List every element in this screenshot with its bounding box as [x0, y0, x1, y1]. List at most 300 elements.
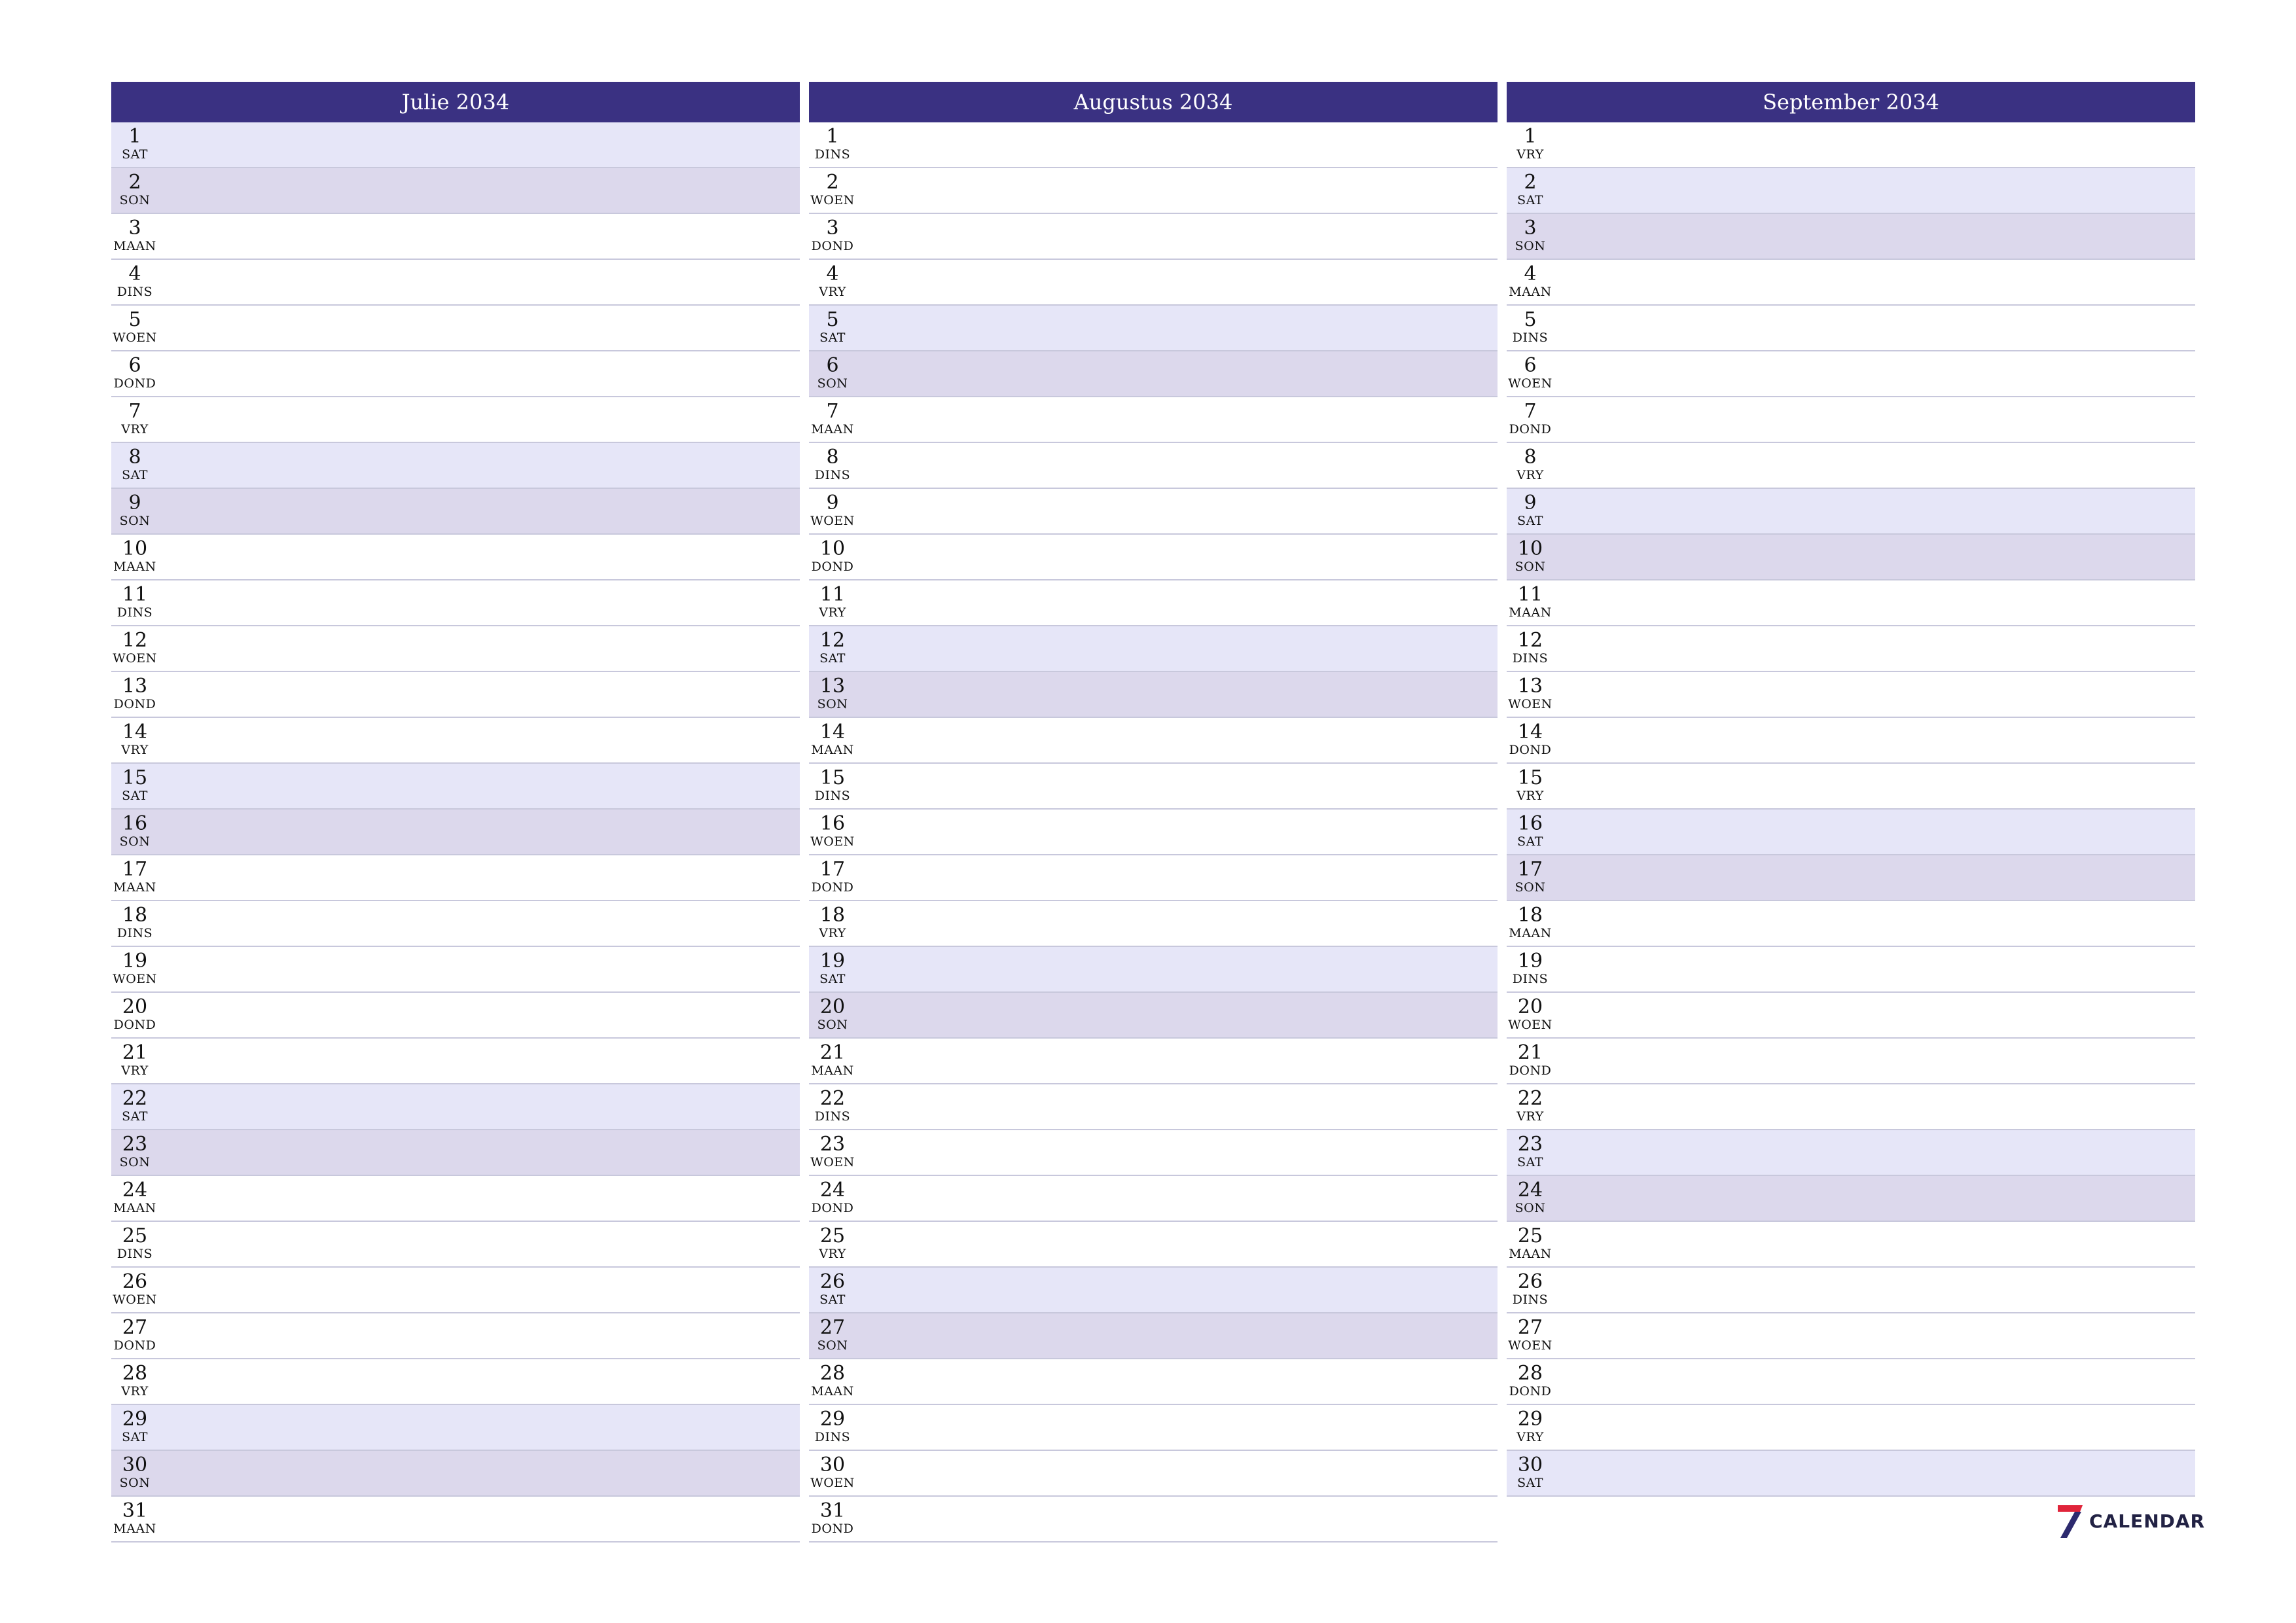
weekday-name: WOEN	[810, 193, 855, 207]
day-label	[809, 901, 856, 940]
day-row	[111, 443, 800, 489]
day-label	[111, 306, 158, 345]
day-number: 8	[128, 446, 141, 469]
day-number: 10	[819, 537, 846, 560]
weekday-name: SAT	[1517, 1155, 1543, 1169]
weekday-name: WOEN	[810, 1155, 855, 1169]
weekday-name: DINS	[814, 1109, 851, 1124]
day-row	[1507, 489, 2195, 535]
day-row	[111, 993, 800, 1039]
weekday-name: SON	[1515, 880, 1546, 895]
day-label	[111, 901, 158, 940]
day-number: 27	[1517, 1316, 1543, 1339]
day-row	[809, 168, 1498, 214]
calendar-grid	[111, 82, 2195, 1543]
day-number: 29	[819, 1408, 846, 1431]
day-row	[809, 1084, 1498, 1130]
weekday-name: SAT	[122, 789, 148, 803]
day-label	[111, 1130, 158, 1169]
day-number: 20	[1517, 995, 1543, 1018]
day-row	[809, 901, 1498, 947]
day-label	[1507, 580, 1554, 620]
day-label	[809, 168, 856, 207]
day-label	[1507, 397, 1554, 437]
weekday-name: SON	[817, 376, 848, 391]
weekday-name: SON	[1515, 239, 1546, 253]
day-row	[809, 1268, 1498, 1313]
day-number: 2	[826, 171, 839, 194]
weekday-name: DOND	[113, 1018, 156, 1032]
day-number: 24	[819, 1179, 846, 1202]
day-row	[1507, 351, 2195, 397]
weekday-name: WOEN	[810, 834, 855, 849]
day-label	[809, 580, 856, 620]
day-label	[111, 580, 158, 620]
calendar-logo	[2055, 1503, 2205, 1539]
weekday-name: DINS	[814, 147, 851, 162]
day-row	[111, 1222, 800, 1268]
day-row	[111, 764, 800, 810]
day-row	[1507, 168, 2195, 214]
weekday-name: DINS	[814, 1430, 851, 1444]
month-column	[809, 82, 1498, 1543]
day-number: 13	[819, 675, 846, 698]
weekday-name: DINS	[117, 1247, 153, 1261]
day-label	[809, 397, 856, 437]
day-row	[809, 764, 1498, 810]
day-number: 10	[122, 537, 148, 560]
logo-navy-stroke	[2060, 1512, 2081, 1538]
weekday-name: DINS	[1512, 330, 1549, 345]
day-row	[111, 672, 800, 718]
day-number: 28	[122, 1362, 148, 1385]
day-label	[809, 947, 856, 986]
weekday-name: MAAN	[113, 1201, 156, 1215]
day-label	[1507, 443, 1554, 482]
weekday-name: SON	[119, 1476, 151, 1490]
weekday-name: VRY	[819, 926, 846, 940]
day-label	[111, 397, 158, 437]
day-number: 2	[128, 171, 141, 194]
day-number: 22	[122, 1087, 148, 1110]
day-number: 16	[122, 812, 148, 835]
day-number: 15	[1517, 766, 1543, 789]
day-row	[809, 1130, 1498, 1176]
day-row	[111, 947, 800, 993]
weekday-name: DOND	[113, 697, 156, 711]
day-number: 6	[128, 354, 141, 377]
day-row	[111, 214, 800, 260]
day-list	[809, 122, 1498, 1543]
day-label	[1507, 626, 1554, 666]
day-label	[809, 1084, 856, 1124]
day-row	[809, 855, 1498, 901]
day-number: 18	[122, 904, 148, 927]
day-number: 5	[128, 308, 141, 331]
weekday-name: MAAN	[1509, 926, 1552, 940]
weekday-name: SAT	[122, 147, 148, 162]
weekday-name: DOND	[1509, 1063, 1552, 1078]
weekday-name: SAT	[122, 1109, 148, 1124]
day-label	[1507, 489, 1554, 528]
day-list	[111, 122, 800, 1543]
day-label	[1507, 810, 1554, 849]
day-list	[1507, 122, 2195, 1497]
weekday-name: SAT	[1517, 834, 1543, 849]
day-number: 12	[122, 629, 148, 652]
day-row	[1507, 764, 2195, 810]
day-row	[111, 535, 800, 580]
day-row	[809, 122, 1498, 168]
day-label	[809, 810, 856, 849]
day-row	[1507, 1268, 2195, 1313]
day-row	[1507, 901, 2195, 947]
day-label	[1507, 1451, 1554, 1490]
day-label	[1507, 718, 1554, 757]
day-label	[1507, 672, 1554, 711]
day-number: 26	[819, 1270, 846, 1293]
day-row	[809, 397, 1498, 443]
day-row	[1507, 993, 2195, 1039]
day-number: 3	[128, 217, 141, 240]
day-row	[111, 718, 800, 764]
day-label	[111, 718, 158, 757]
day-row	[1507, 1359, 2195, 1405]
day-row	[1507, 1222, 2195, 1268]
day-label	[809, 260, 856, 299]
weekday-name: DOND	[113, 1338, 156, 1353]
day-number: 27	[122, 1316, 148, 1339]
day-number: 9	[128, 491, 141, 514]
day-label	[809, 718, 856, 757]
day-number: 7	[128, 400, 141, 423]
day-row	[111, 260, 800, 306]
weekday-name: SAT	[1517, 514, 1543, 528]
day-label	[1507, 855, 1554, 895]
day-number: 2	[1524, 171, 1537, 194]
day-row	[111, 1451, 800, 1497]
day-number: 21	[1517, 1041, 1543, 1064]
day-row	[809, 306, 1498, 351]
day-row	[1507, 397, 2195, 443]
day-number: 1	[128, 125, 141, 148]
day-row	[1507, 855, 2195, 901]
weekday-name: SAT	[1517, 193, 1543, 207]
day-number: 5	[1524, 308, 1537, 331]
day-row	[809, 626, 1498, 672]
day-number: 11	[1517, 583, 1543, 606]
day-row	[1507, 1039, 2195, 1084]
day-number: 17	[819, 858, 846, 881]
day-row	[1507, 1130, 2195, 1176]
day-label	[1507, 260, 1554, 299]
weekday-name: VRY	[819, 1247, 846, 1261]
day-label	[111, 1313, 158, 1353]
day-number: 12	[819, 629, 846, 652]
day-label	[111, 626, 158, 666]
weekday-name: SAT	[1517, 1476, 1543, 1490]
day-number: 4	[1524, 262, 1537, 285]
day-row	[1507, 626, 2195, 672]
day-label	[111, 764, 158, 803]
day-number: 4	[128, 262, 141, 285]
day-number: 8	[826, 446, 839, 469]
day-label	[809, 489, 856, 528]
day-number: 6	[1524, 354, 1537, 377]
day-row	[809, 214, 1498, 260]
day-row	[1507, 672, 2195, 718]
day-row	[111, 1039, 800, 1084]
month-title: Julie 2034	[111, 82, 800, 122]
day-label	[1507, 1176, 1554, 1215]
day-number: 21	[122, 1041, 148, 1064]
day-row	[809, 672, 1498, 718]
day-number: 31	[122, 1499, 148, 1522]
day-row	[809, 1405, 1498, 1451]
weekday-name: VRY	[1516, 147, 1544, 162]
day-label	[1507, 1359, 1554, 1399]
day-number: 11	[819, 583, 846, 606]
day-number: 13	[1517, 675, 1543, 698]
day-number: 14	[819, 721, 846, 743]
day-row	[809, 580, 1498, 626]
weekday-name: VRY	[121, 1063, 149, 1078]
day-row	[809, 1497, 1498, 1543]
weekday-name: VRY	[819, 605, 846, 620]
day-label	[809, 1176, 856, 1215]
day-number: 23	[122, 1133, 148, 1156]
day-label	[809, 855, 856, 895]
day-number: 21	[819, 1041, 846, 1064]
weekday-name: WOEN	[1508, 697, 1552, 711]
day-row	[1507, 1313, 2195, 1359]
day-label	[809, 1039, 856, 1078]
day-label	[809, 214, 856, 253]
day-label	[809, 443, 856, 482]
day-label	[1507, 1039, 1554, 1078]
day-label	[111, 947, 158, 986]
weekday-name: SON	[119, 193, 151, 207]
weekday-name: DINS	[117, 605, 153, 620]
day-number: 12	[1517, 629, 1543, 652]
day-row	[111, 810, 800, 855]
day-row	[809, 351, 1498, 397]
weekday-name: WOEN	[113, 330, 157, 345]
day-number: 14	[1517, 721, 1543, 743]
day-number: 25	[1517, 1224, 1543, 1247]
weekday-name: SON	[119, 514, 151, 528]
day-number: 16	[1517, 812, 1543, 835]
day-label	[111, 489, 158, 528]
month-title: Augustus 2034	[809, 82, 1498, 122]
weekday-name: DINS	[814, 789, 851, 803]
weekday-name: SAT	[819, 1293, 846, 1307]
day-label	[809, 1222, 856, 1261]
day-number: 20	[122, 995, 148, 1018]
weekday-name: WOEN	[810, 514, 855, 528]
day-number: 15	[819, 766, 846, 789]
weekday-name: SON	[817, 1018, 848, 1032]
day-number: 28	[1517, 1362, 1543, 1385]
day-number: 28	[819, 1362, 846, 1385]
day-label	[809, 764, 856, 803]
day-number: 7	[1524, 400, 1537, 423]
weekday-name: WOEN	[1508, 1018, 1552, 1032]
month-column	[1507, 82, 2195, 1543]
weekday-name: SON	[1515, 560, 1546, 574]
day-number: 19	[1517, 950, 1543, 972]
day-row	[111, 1084, 800, 1130]
weekday-name: MAAN	[113, 880, 156, 895]
weekday-name: WOEN	[810, 1476, 855, 1490]
day-row	[111, 1268, 800, 1313]
logo-red-stroke	[2058, 1505, 2083, 1512]
day-label	[111, 810, 158, 849]
day-label	[809, 1359, 856, 1399]
day-row	[809, 1176, 1498, 1222]
day-label	[111, 214, 158, 253]
weekday-name: MAAN	[1509, 605, 1552, 620]
weekday-name: VRY	[1516, 789, 1544, 803]
day-number: 13	[122, 675, 148, 698]
day-label	[1507, 1084, 1554, 1124]
day-label	[809, 306, 856, 345]
day-label	[111, 1268, 158, 1307]
day-row	[111, 489, 800, 535]
day-row	[809, 1222, 1498, 1268]
day-label	[809, 1130, 856, 1169]
day-number: 25	[819, 1224, 846, 1247]
weekday-name: MAAN	[811, 1384, 854, 1399]
day-row	[111, 901, 800, 947]
day-label	[1507, 168, 1554, 207]
weekday-name: VRY	[1516, 1430, 1544, 1444]
weekday-name: SON	[119, 834, 151, 849]
day-row	[809, 947, 1498, 993]
weekday-name: WOEN	[113, 651, 157, 666]
day-label	[809, 626, 856, 666]
day-number: 26	[122, 1270, 148, 1293]
day-row	[809, 1451, 1498, 1497]
day-number: 8	[1524, 446, 1537, 469]
weekday-name: VRY	[121, 422, 149, 437]
weekday-name: SAT	[122, 1430, 148, 1444]
day-label	[111, 168, 158, 207]
day-label	[111, 351, 158, 391]
day-number: 3	[826, 217, 839, 240]
day-label	[111, 1084, 158, 1124]
weekday-name: DOND	[811, 880, 854, 895]
weekday-name: DOND	[811, 560, 854, 574]
weekday-name: DINS	[117, 285, 153, 299]
day-label	[1507, 1222, 1554, 1261]
day-number: 15	[122, 766, 148, 789]
day-label	[111, 672, 158, 711]
weekday-name: MAAN	[113, 560, 156, 574]
day-row	[1507, 122, 2195, 168]
day-number: 18	[1517, 904, 1543, 927]
day-number: 10	[1517, 537, 1543, 560]
day-row	[1507, 443, 2195, 489]
day-row	[1507, 1084, 2195, 1130]
day-label	[809, 1313, 856, 1353]
day-label	[1507, 1313, 1554, 1353]
day-number: 1	[826, 125, 839, 148]
day-number: 5	[826, 308, 839, 331]
weekday-name: WOEN	[113, 1293, 157, 1307]
day-number: 20	[819, 995, 846, 1018]
day-number: 23	[1517, 1133, 1543, 1156]
day-label	[1507, 535, 1554, 574]
day-row	[111, 580, 800, 626]
day-number: 19	[122, 950, 148, 972]
day-number: 26	[1517, 1270, 1543, 1293]
day-label	[111, 535, 158, 574]
weekday-name: SON	[817, 697, 848, 711]
day-label	[1507, 764, 1554, 803]
weekday-name: VRY	[121, 743, 149, 757]
day-label	[1507, 1130, 1554, 1169]
day-number: 16	[819, 812, 846, 835]
day-row	[1507, 718, 2195, 764]
day-label	[809, 122, 856, 162]
day-row	[1507, 535, 2195, 580]
day-number: 29	[122, 1408, 148, 1431]
day-row	[809, 718, 1498, 764]
day-row	[809, 1039, 1498, 1084]
weekday-name: SON	[817, 1338, 848, 1353]
day-label	[111, 1176, 158, 1215]
day-label	[809, 993, 856, 1032]
day-number: 9	[826, 491, 839, 514]
day-label	[809, 535, 856, 574]
weekday-name: DOND	[1509, 422, 1552, 437]
day-label	[809, 1497, 856, 1536]
day-row	[1507, 260, 2195, 306]
weekday-name: SON	[1515, 1201, 1546, 1215]
day-number: 19	[819, 950, 846, 972]
day-number: 11	[122, 583, 148, 606]
day-label	[111, 993, 158, 1032]
day-row	[1507, 1176, 2195, 1222]
day-label	[809, 1451, 856, 1490]
day-number: 22	[1517, 1087, 1543, 1110]
day-number: 30	[1517, 1454, 1543, 1476]
day-number: 24	[1517, 1179, 1543, 1202]
day-row	[111, 1176, 800, 1222]
day-row	[111, 306, 800, 351]
weekday-name: SAT	[819, 651, 846, 666]
weekday-name: SON	[119, 1155, 151, 1169]
day-label	[1507, 947, 1554, 986]
day-row	[809, 810, 1498, 855]
day-row	[809, 443, 1498, 489]
weekday-name: WOEN	[1508, 1338, 1552, 1353]
day-number: 17	[122, 858, 148, 881]
day-number: 14	[122, 721, 148, 743]
weekday-name: VRY	[1516, 1109, 1544, 1124]
day-row	[809, 535, 1498, 580]
day-number: 30	[122, 1454, 148, 1476]
day-row	[1507, 580, 2195, 626]
day-row	[1507, 947, 2195, 993]
weekday-name: MAAN	[113, 239, 156, 253]
day-row	[809, 1359, 1498, 1405]
weekday-name: SAT	[819, 330, 846, 345]
day-row	[1507, 306, 2195, 351]
weekday-name: DINS	[1512, 1293, 1549, 1307]
day-label	[111, 1039, 158, 1078]
